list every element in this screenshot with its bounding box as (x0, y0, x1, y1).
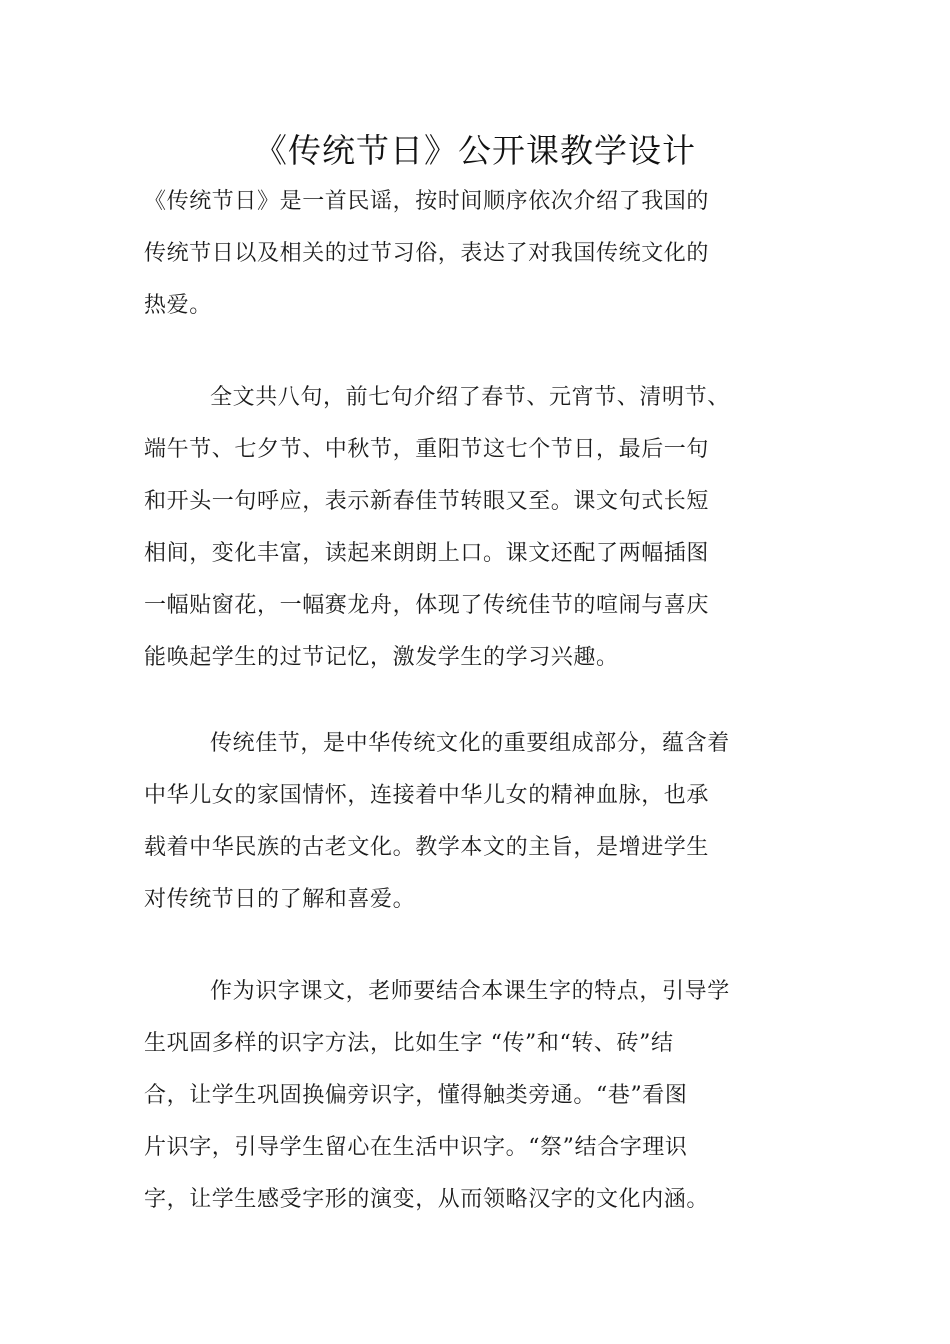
paragraph-line: 对传统节日的了解和喜爱。 (144, 887, 416, 912)
paragraph-line: 生巩固多样的识字方法，比如生字 “传”和“转、砖”结 (144, 1031, 674, 1056)
paragraph-line: 载着中华民族的古老文化。教学本文的主旨，是增进学生 (144, 835, 710, 860)
paragraph-line: 传统佳节，是中华传统文化的重要组成部分，蕴含着 (210, 731, 730, 756)
paragraph-line: 字，让学生感受字形的演变，从而领略汉字的文化内涵。 (144, 1187, 710, 1212)
paragraph-line: 端午节、七夕节、中秋节，重阳节这七个节日，最后一句 (144, 437, 710, 462)
paragraph-line: 中华儿女的家国情怀，连接着中华儿女的精神血脉，也承 (144, 783, 710, 808)
document-title: 《传统节日》公开课教学设计 (254, 131, 696, 170)
paragraph-line: 传统节日以及相关的过节习俗，表达了对我国传统文化的 (144, 241, 710, 266)
paragraph-line: 和开头一句呼应，表示新春佳节转眼又至。课文句式长短 (144, 489, 710, 514)
paragraph-line: 一幅贴窗花，一幅赛龙舟，体现了传统佳节的喧闹与喜庆 (144, 593, 710, 618)
paragraph-line: 能唤起学生的过节记忆，激发学生的学习兴趣。 (144, 645, 619, 670)
paragraph-line: 作为识字课文，老师要结合本课生字的特点，引导学 (210, 979, 730, 1004)
paragraph-structure (144, 372, 808, 684)
paragraph-literacy (144, 966, 808, 1226)
paragraph-line: 合，让学生巩固换偏旁识字，懂得触类旁通。“巷”看图 (144, 1083, 688, 1108)
paragraph-line: 片识字，引导学生留心在生活中识字。“祭”结合字理识 (144, 1135, 688, 1160)
paragraph-line: 《传统节日》是一首民谣，按时间顺序依次介绍了我国的 (144, 189, 710, 214)
paragraph-line: 热爱。 (144, 293, 212, 318)
paragraph-line: 全文共八句，前七句介绍了春节、元宵节、清明节、 (210, 385, 730, 410)
paragraph-line: 相间，变化丰富，读起来朗朗上口。课文还配了两幅插图 (144, 541, 710, 566)
paragraph-significance (144, 718, 808, 926)
paragraph-intro (144, 176, 808, 332)
